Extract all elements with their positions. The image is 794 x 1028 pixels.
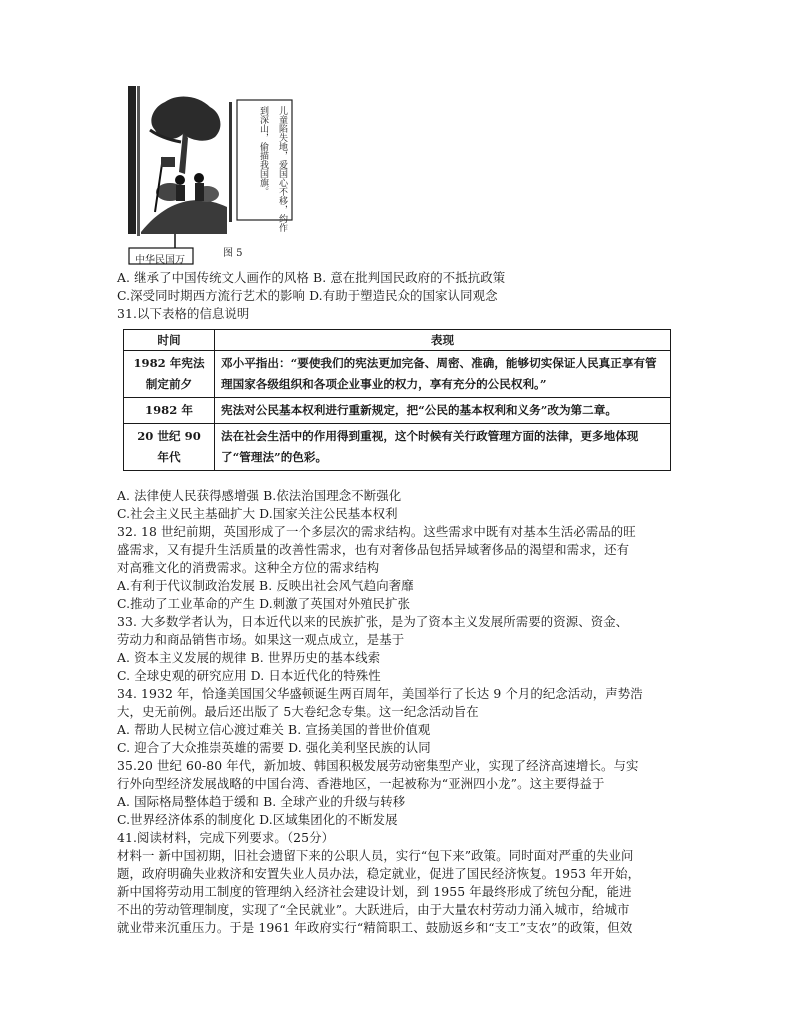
figure-vertical-text-left: 到深山，偷描我国旗。 xyxy=(258,106,268,196)
q32-options-ab: A.有利于代议制政治发展 B. 反映出社会风气趋向奢靡 xyxy=(117,578,414,593)
table-cell-time: 20 世纪 90 年代 xyxy=(124,424,215,471)
q34-stem-2: 大，史无前例。最后还出版了 5大卷纪念专集。这一纪念活动旨在 xyxy=(117,704,479,719)
q31-stem: 31.以下表格的信息说明 xyxy=(117,306,250,321)
figure-5-illustration xyxy=(125,82,300,267)
q35-stem-1: 35.20 世纪 60-80 年代，新加坡、韩国积极发展劳动密集型产业，实现了经济高速增长。与实 xyxy=(117,758,639,773)
q41-stem: 41.阅读材料，完成下列要求。（25分） xyxy=(117,830,335,845)
table-cell-desc: 邓小平指出：“要使我们的宪法更加完备、周密、准确，能够切实保证人民真正享有管理国家各级组织和各项企业事业的权力，享有充分的公民权利。” xyxy=(215,351,671,398)
q31-options-cd: C.社会主义民主基础扩大 D.国家关注公民基本权利 xyxy=(117,506,398,521)
q35-options-ab: A. 国际格局整体趋于缓和 B. 全球产业的升级与转移 xyxy=(117,794,406,809)
q30-options-ab: A. 继承了中国传统文人画作的风格 B. 意在批判国民政府的不抵抗政策 xyxy=(117,270,506,285)
q35-stem-2: 行外向型经济发展战略的中国台湾、香港地区，一起被称为“亚洲四小龙”。这主要得益于 xyxy=(117,776,605,791)
figure-bottom-label: 中华民国万 xyxy=(135,255,185,266)
q41-material-1: 材料一 新中国初期，旧社会遗留下来的公职人员，实行“包下来”政策。同时面对严重的失业问 xyxy=(117,848,634,863)
q34-stem-1: 34. 1932 年，恰逢美国国父华盛顿诞生两百周年，美国举行了长达 9 个月的纪念活动，声势浩 xyxy=(117,686,643,701)
q30-options-cd: C.深受同时期西方流行艺术的影响 D.有助于塑造民众的国家认同观念 xyxy=(117,288,498,303)
q32-stem-2: 盛需求，又有提升生活质量的改善性需求，也有对奢侈品包括异域奢侈品的渴望和需求，还有 xyxy=(117,542,630,557)
q33-stem-1: 33. 大多数学者认为，日本近代以来的民族扩张，是为了资本主义发展所需要的资源、资金、 xyxy=(117,614,629,629)
q31-table xyxy=(123,329,671,471)
q32-options-cd: C.推动了工业革命的产生 D.刺激了英国对外殖民扩张 xyxy=(117,596,411,611)
q32-stem-3: 对高雅文化的消费需求。这种全方位的需求结构 xyxy=(117,560,380,575)
figure-caption: 图 5 xyxy=(223,248,243,259)
table-header-time: 时间 xyxy=(124,330,215,351)
q35-options-cd: C.世界经济体系的制度化 D.区域集团化的不断发展 xyxy=(117,812,398,827)
table-row xyxy=(124,398,671,424)
figure-vertical-text-right: 儿童陷失地，爱国心不移，约作 xyxy=(277,106,287,232)
table-cell-time: 1982 年 xyxy=(124,398,215,424)
q34-options-cd: C. 迎合了大众推崇英雄的需要 D. 强化美利坚民族的认同 xyxy=(117,740,431,755)
table-cell-desc: 法在社会生活中的作用得到重视，这个时候有关行政管理方面的法律，更多地体现了“管理法”的色彩。 xyxy=(215,424,671,471)
q32-stem-1: 32. 18 世纪前期，英国形成了一个多层次的需求结构。这些需求中既有对基本生活必需品的旺 xyxy=(117,524,636,539)
table-cell-desc: 宪法对公民基本权利进行重新规定，把“公民的基本权利和义务”改为第二章。 xyxy=(215,398,671,424)
table-cell-time: 1982 年宪法 制定前夕 xyxy=(124,351,215,398)
q41-material-5: 就业带来沉重压力。于是 1961 年政府实行“精简职工、鼓励返乡和“支工”支农”的政策，但效 xyxy=(117,920,633,935)
table-row xyxy=(124,351,671,398)
q41-material-3: 新中国将劳动用工制度的管理纳入经济社会建设计划，到 1955 年最终形成了统包分配，能进 xyxy=(117,884,632,899)
q33-options-cd: C. 全球史观的研究应用 D. 日本近代化的特殊性 xyxy=(117,668,381,683)
table-header-desc: 表现 xyxy=(215,330,671,351)
cartoon-drawing xyxy=(125,82,300,267)
q33-stem-2: 劳动力和商品销售市场。如果这一观点成立，是基于 xyxy=(117,632,405,647)
q33-options-ab: A. 资本主义发展的规律 B. 世界历史的基本线索 xyxy=(117,650,381,665)
table-row xyxy=(124,424,671,471)
q41-material-4: 不出的劳动管理制度，实现了“全民就业”。大跃进后，由于大量农村劳动力涌入城市，给城市 xyxy=(117,902,630,917)
table-header-row xyxy=(124,330,671,351)
q41-material-2: 题，政府明确失业救济和安置失业人员办法，稳定就业，促进了国民经济恢复。1953 年开始， xyxy=(117,866,641,881)
q34-options-ab: A. 帮助人民树立信心渡过难关 B. 宣扬美国的普世价值观 xyxy=(117,722,431,737)
q31-options-ab: A. 法律使人民获得感增强 B.依法治国理念不断强化 xyxy=(117,488,402,503)
